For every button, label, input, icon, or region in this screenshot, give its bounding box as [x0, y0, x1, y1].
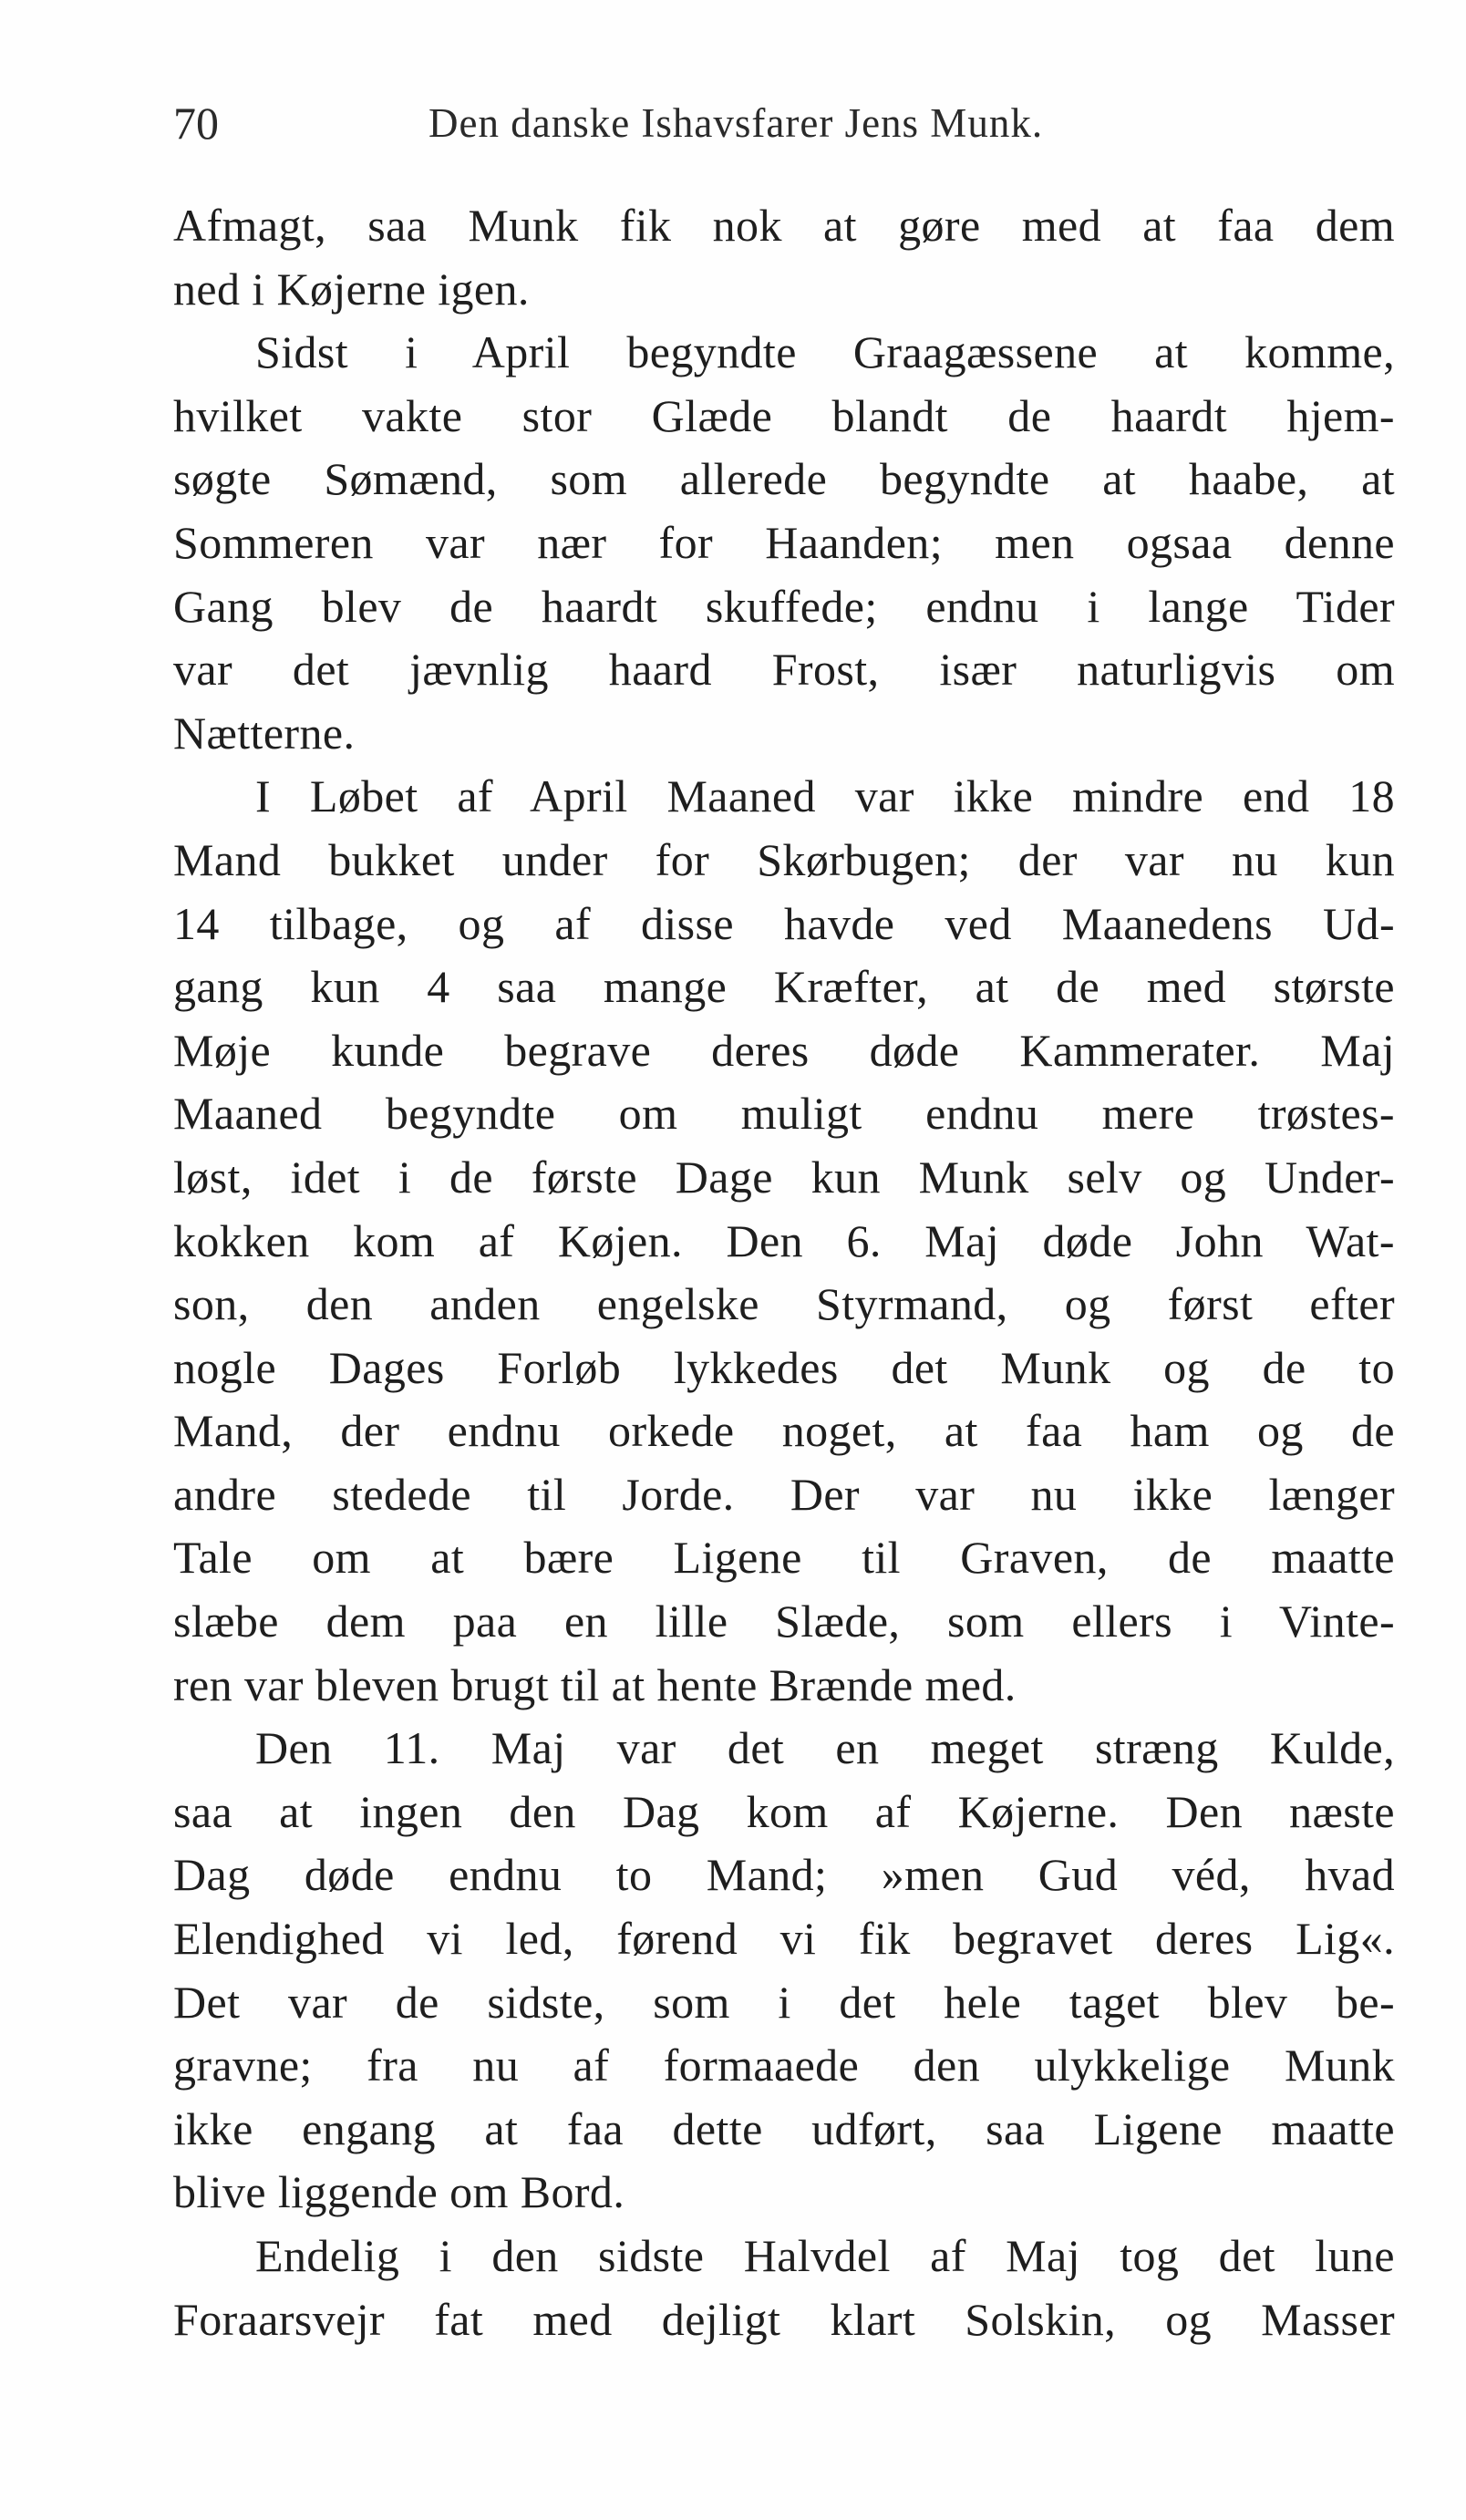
text-line: saa at ingen den Dag kom af Køjerne. Den næste [173, 1785, 1395, 1837]
text-line: Den 11. Maj var det en meget stræng Kulde, [255, 1722, 1395, 1774]
text-line: 14 tilbage, og af disse havde ved Maanedens Ud- [173, 897, 1395, 949]
text-line: Møje kunde begrave deres døde Kammerater. Maj [173, 1024, 1395, 1076]
page-number: 70 [173, 98, 219, 149]
text-line: Det var de sidste, som i det hele taget blev be- [173, 1976, 1395, 2028]
text-line: gravne; fra nu af formaaede den ulykkelige Munk [173, 2040, 1395, 2091]
text-line: Gang blev de haardt skuffede; endnu i lange Tider [173, 580, 1395, 632]
text-line: hvilket vakte stor Glæde blandt de haardt hjem- [173, 389, 1395, 441]
text-line: blive liggende om Bord. [173, 2166, 625, 2218]
running-head [173, 91, 1395, 155]
text-line: søgte Sømænd, som allerede begyndte at haabe, at [173, 453, 1395, 505]
text-line: Nætterne. [173, 707, 356, 759]
text-line: Dag døde endnu to Mand; »men Gud véd, hvad [173, 1849, 1395, 1901]
text-line: ned i Køjerne igen. [173, 263, 530, 315]
text-line: andre stedede til Jorde. Der var nu ikke længer [173, 1468, 1395, 1520]
text-line: slæbe dem paa en lille Slæde, som ellers i Vinte- [173, 1596, 1395, 1647]
text-line: Sidst i April begyndte Graagæssene at komme, [255, 326, 1395, 378]
body-text [173, 194, 1395, 2351]
text-line: Endelig i den sidste Halvdel af Maj tog det lune [255, 2230, 1395, 2281]
text-line: son, den anden engelske Styrmand, og først efter [173, 1278, 1395, 1330]
text-line: var det jævnlig haard Frost, især naturligvis om [173, 644, 1395, 696]
text-line: ikke engang at faa dette udført, saa Ligene maatte [173, 2102, 1395, 2154]
text-line: Tale om at bære Ligene til Graven, de maatte [173, 1532, 1395, 1584]
text-line: Sommeren var nær for Haanden; men ogsaa denne [173, 516, 1395, 568]
text-line: Mand, der endnu orkede noget, at faa ham og de [173, 1405, 1395, 1457]
text-line: Foraarsvejr fat med dejligt klart Solskin, og Masser [173, 2293, 1395, 2345]
text-line: nogle Dages Forløb lykkedes det Munk og de to [173, 1341, 1395, 1393]
text-line: kokken kom af Køjen. Den 6. Maj døde John Wat- [173, 1214, 1395, 1266]
text-line: Elendighed vi led, førend vi fik begravet deres Lig«. [173, 1913, 1395, 1965]
text-line: løst, idet i de første Dage kun Munk selv og Under- [173, 1151, 1395, 1203]
text-line: Maaned begyndte om muligt endnu mere trøstes- [173, 1088, 1395, 1140]
text-line: ren var bleven brugt til at hente Brænde med. [173, 1658, 1017, 1710]
text-line: Mand bukket under for Skørbugen; der var nu kun [173, 833, 1395, 885]
text-line: I Løbet af April Maaned var ikke mindre end 18 [255, 770, 1395, 822]
text-line: Afmagt, saa Munk fik nok at gøre med at faa dem [173, 200, 1395, 251]
text-line: gang kun 4 saa mange Kræfter, at de med største [173, 961, 1395, 1013]
running-title: Den danske Ishavsfarer Jens Munk. [428, 100, 1044, 146]
